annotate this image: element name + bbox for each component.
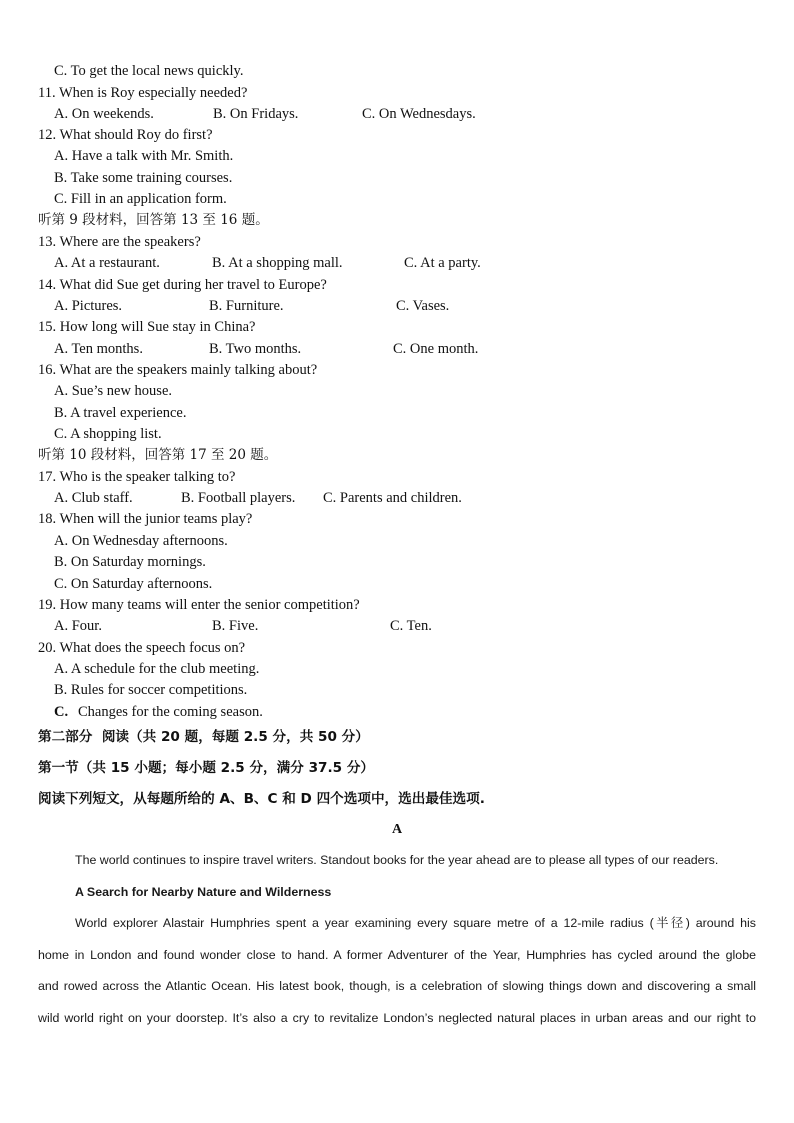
q20-option-c: Changes for the coming season. [78, 704, 263, 720]
section-1-title: 第一节（共 15 小题；每小题 2.5 分，满分 37.5 分） [38, 760, 375, 776]
q17-option-b: B. Football players. [181, 490, 296, 506]
q13-option-c: C. At a party. [404, 255, 481, 271]
question-14: 14. What did Sue get during her travel to Europe? [38, 277, 327, 293]
question-20: 20. What does the speech focus on? [38, 640, 246, 656]
q18-option-a: A. On Wednesday afternoons. [54, 533, 228, 549]
part-2-title: 第二部分 阅读（共 20 题，每题 2.5 分，共 50 分） [38, 729, 369, 745]
passage-intro: The world continues to inspire travel writers. Standout books for the year ahead are to please all types of our readers. [75, 853, 719, 867]
q14-option-a: A. Pictures. [54, 298, 123, 314]
q17-option-a: A. Club staff. [54, 490, 133, 506]
q20-option-a: A. A schedule for the club meeting. [54, 661, 260, 677]
reading-directions: 阅读下列短文，从每题所给的 A、B、C 和 D 四个选项中，选出最佳选项. [38, 791, 485, 807]
question-19: 19. How many teams will enter the senior competition? [38, 597, 360, 613]
q12-option-a: A. Have a talk with Mr. Smith. [54, 148, 234, 164]
passage-heading: A Search for Nearby Nature and Wilderness [75, 884, 332, 899]
q16-option-a: A. Sue’s new house. [54, 383, 173, 399]
q15-option-a: A. Ten months. [54, 341, 143, 357]
q12-option-c: C. Fill in an application form. [54, 191, 227, 207]
q19-option-b: B. Five. [212, 618, 259, 634]
segment-10-instruction: 听第 10 段材料，回答第 17 至 20 题。 [38, 447, 278, 463]
passage-a [38, 845, 756, 1034]
q15-option-b: B. Two months. [209, 341, 302, 357]
q20-option-b: B. Rules for soccer competitions. [54, 682, 248, 698]
q14-option-c: C. Vases. [396, 298, 450, 314]
q16-option-c: C. A shopping list. [54, 426, 162, 442]
question-15: 15. How long will Sue stay in China? [38, 319, 256, 335]
q20-option-c-letter: C. [54, 704, 69, 720]
q11-option-b: B. On Fridays. [213, 106, 299, 122]
question-16: 16. What are the speakers mainly talking about? [38, 362, 318, 378]
q11-option-c: C. On Wednesdays. [362, 106, 476, 122]
question-13: 13. Where are the speakers? [38, 234, 201, 250]
passage-line-4: wild world right on your doorstep. It’s also a cry to revitalize London’s neglected natural places in urban areas and our right to [38, 1010, 756, 1025]
q11-option-a: A. On weekends. [54, 106, 154, 122]
q15-option-c: C. One month. [393, 341, 479, 357]
q16-option-b: B. A travel experience. [54, 405, 187, 421]
q12-option-b: B. Take some training courses. [54, 170, 233, 186]
passage-line-1: World explorer Alastair Humphries spent a year examining every square metre of a 12-mile radius (半径) around his [75, 916, 756, 930]
q17-option-c: C. Parents and children. [323, 490, 462, 506]
q19-option-a: A. Four. [54, 618, 102, 634]
q14-option-b: B. Furniture. [209, 298, 284, 314]
q19-option-c: C. Ten. [390, 618, 432, 634]
q18-option-c: C. On Saturday afternoons. [54, 576, 213, 592]
question-17: 17. Who is the speaker talking to? [38, 469, 236, 485]
passage-line-3: and rowed across the Atlantic Ocean. His latest book, though, is a celebration of slowing things down and discovering a small [38, 979, 756, 993]
passage-line-2: home in London and found wonder close to hand. A former Adventurer of the Year, Humphries has cycled around the globe [38, 947, 756, 962]
q13-option-a: A. At a restaurant. [54, 255, 160, 271]
question-12: 12. What should Roy do first? [38, 127, 213, 143]
q13-option-b: B. At a shopping mall. [212, 255, 343, 271]
passage-label: A [391, 822, 403, 837]
segment-9-instruction: 听第 9 段材料，回答第 13 至 16 题。 [38, 212, 269, 228]
question-18: 18. When will the junior teams play? [38, 511, 253, 527]
q18-option-b: B. On Saturday mornings. [54, 554, 206, 570]
q10-option-c: C. To get the local news quickly. [54, 63, 244, 79]
question-11: 11. When is Roy especially needed? [38, 85, 248, 101]
